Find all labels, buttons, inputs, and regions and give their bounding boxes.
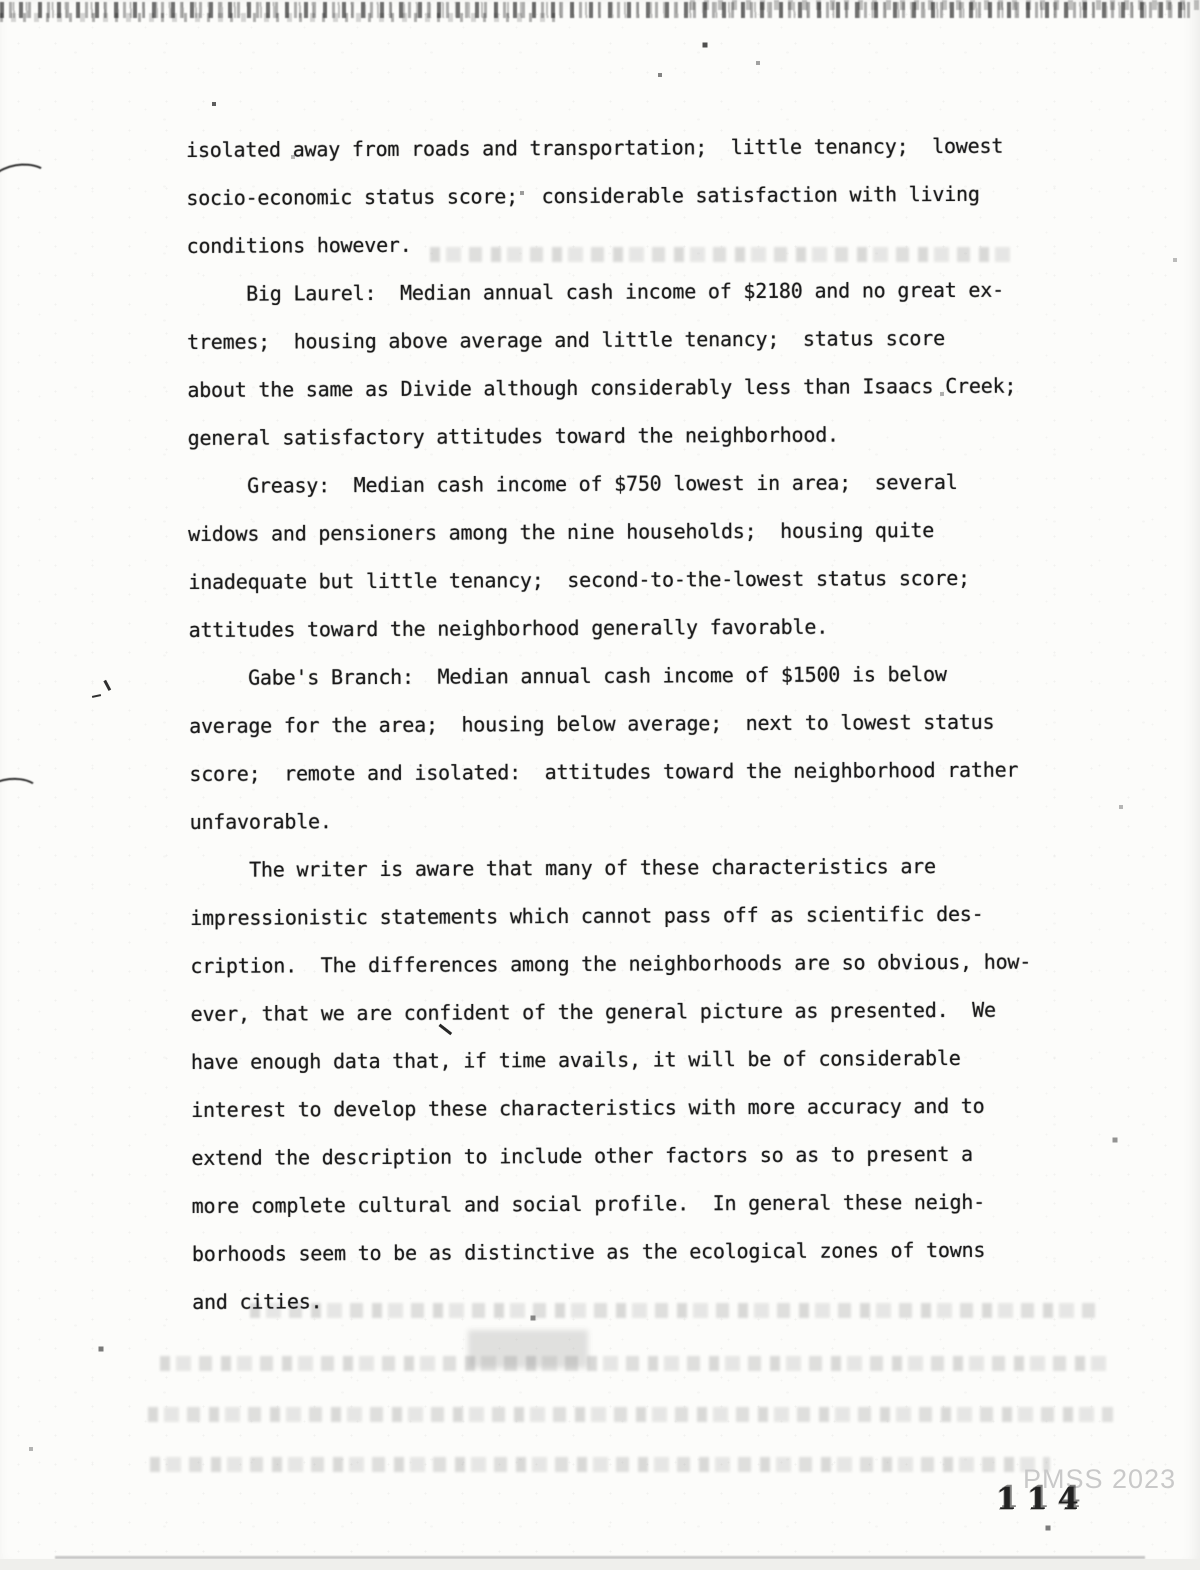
bleedthrough-text: [160, 1356, 1110, 1371]
typed-line: average for the area; housing below average; next to lowest status: [189, 709, 995, 738]
typed-line: isolated away from roads and transportation; little tenancy; lowest: [186, 133, 1004, 162]
scan-noise-top: [0, 13, 560, 22]
typed-line: widows and pensioners among the nine households; housing quite: [188, 518, 935, 546]
typed-line: have enough data that, if time avails, it will be of considerable: [190, 1045, 961, 1074]
typed-line: attitudes toward the neighborhood generally favorable.: [188, 614, 829, 642]
typed-line: more complete cultural and social profile. In general these neigh-: [191, 1189, 986, 1218]
typed-line: ever, that we are confident of the general picture as presented. We: [190, 997, 996, 1026]
typed-line: inadequate but little tenancy; second-to-the-lowest status score;: [188, 565, 970, 594]
typed-line: interest to develop these characteristics with more accuracy and to: [191, 1093, 985, 1122]
scan-edge-strip: [0, 1559, 1200, 1570]
pen-mark: [104, 680, 111, 691]
pen-arc-mark: [0, 775, 44, 819]
typed-line: impressionistic statements which cannot pass off as scientific des-: [190, 901, 984, 930]
typed-line: socio-economic status score; considerable satisfaction with living: [186, 181, 980, 210]
typed-text-block: [186, 121, 1052, 1325]
typed-line: tremes; housing above average and little tenancy; status score: [187, 326, 946, 354]
typed-line: Gabe's Branch: Median annual cash income of $1500 is below: [188, 662, 947, 690]
pen-mark: [92, 694, 101, 698]
typed-line: The writer is aware that many of these characteristics are: [189, 854, 936, 882]
watermark-label: PMSS 2023: [1023, 1464, 1177, 1494]
scan-noise-top: [690, 0, 1200, 10]
typed-line: and cities.: [192, 1289, 323, 1314]
typed-line: borhoods seem to be as distinctive as the ecological zones of towns: [191, 1237, 986, 1266]
bleedthrough-text: [150, 1457, 1050, 1472]
typed-line: Big Laurel: Median annual cash income of $2180 and no great ex-: [186, 277, 1004, 306]
typed-line: extend the description to include other factors so as to present a: [191, 1141, 973, 1170]
typed-line: general satisfactory attitudes toward the neighborhood.: [187, 422, 839, 450]
bleedthrough-text: [148, 1407, 1113, 1422]
page-number: 114: [996, 1482, 1089, 1517]
typed-line: Greasy: Median cash income of $750 lowest in area; several: [187, 469, 958, 498]
typed-line: score; remote and isolated: attitudes toward the neighborhood rather: [189, 757, 1019, 786]
typed-line: cription. The differences among the neighborhoods are so obvious, how-: [190, 949, 1032, 978]
dust-specks: [0, 0, 2, 2]
typed-line: unfavorable.: [189, 809, 332, 834]
typed-line: conditions however.: [186, 232, 412, 258]
typed-line: about the same as Divide although considerably less than Isaacs Creek;: [187, 373, 1017, 402]
pen-arc-mark: [0, 159, 55, 212]
